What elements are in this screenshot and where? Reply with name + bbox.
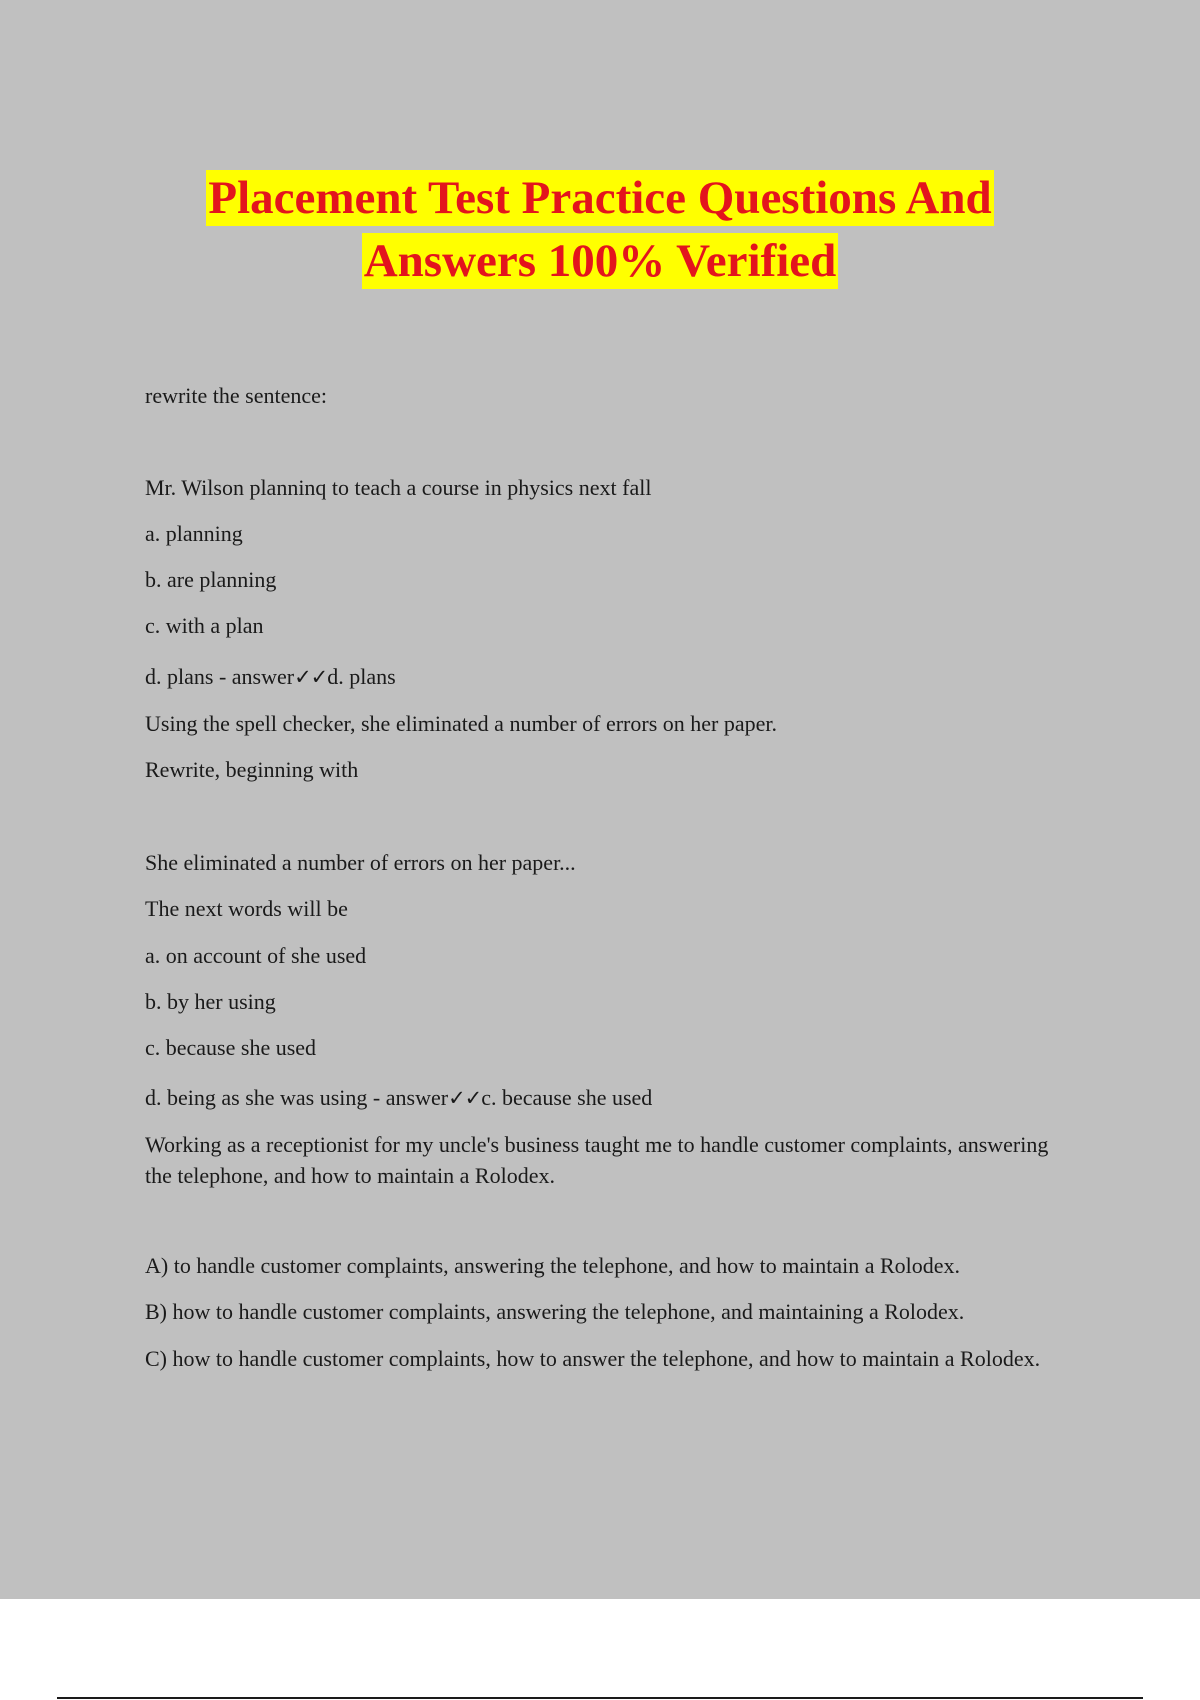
- q1-option-d: d. plans - answer: [145, 664, 295, 689]
- q1-sentence: Mr. Wilson planninq to teach a course in physics next fall: [145, 475, 652, 500]
- q2-option-a: a. on account of she used: [145, 943, 367, 968]
- footer-divider: [57, 1697, 1143, 1699]
- q1-option-b: b. are planning: [145, 567, 277, 592]
- q2-option-c: c. because she used: [145, 1035, 317, 1060]
- q2-prompt: The next words will be: [145, 896, 348, 921]
- q1-instruction: rewrite the sentence:: [145, 383, 328, 408]
- q3-sentence: Working as a receptionist for my uncle's business taught me to handle customer complaints, answering the telephone, and how to maintain a Rolodex.: [145, 1132, 1049, 1188]
- q2-sentence: Using the spell checker, she eliminated a number of errors on her paper.: [145, 711, 778, 736]
- q1-answer: d. plans: [327, 664, 396, 689]
- q2-option-d: d. being as she was using - answer: [145, 1085, 449, 1110]
- q3-option-b: B) how to handle customer complaints, answering the telephone, and maintaining a Rolodex.: [145, 1299, 965, 1324]
- q2-option-b: b. by her using: [145, 989, 276, 1014]
- q2-answer: c. because she used: [481, 1085, 653, 1110]
- check-icon: ✓✓: [448, 1086, 482, 1110]
- title-line-2: Answers 100% Verified: [363, 235, 837, 287]
- q2-option-d-with-answer: [145, 1082, 652, 1114]
- q3-option-c: C) how to handle customer complaints, how to answer the telephone, and how to maintain a Rolodex.: [145, 1346, 1041, 1371]
- q1-option-c: c. with a plan: [145, 613, 264, 638]
- document-title: [0, 168, 1200, 294]
- q1-option-d-with-answer: [145, 661, 396, 693]
- title-line-1: Placement Test Practice Questions And: [208, 172, 992, 224]
- q2-instruction: Rewrite, beginning with: [145, 757, 359, 782]
- check-icon: ✓✓: [294, 665, 328, 689]
- q3-option-a: A) to handle customer complaints, answering the telephone, and how to maintain a Rolodex.: [145, 1253, 961, 1278]
- q2-start: She eliminated a number of errors on her paper...: [145, 850, 576, 875]
- q1-option-a: a. planning: [145, 521, 243, 546]
